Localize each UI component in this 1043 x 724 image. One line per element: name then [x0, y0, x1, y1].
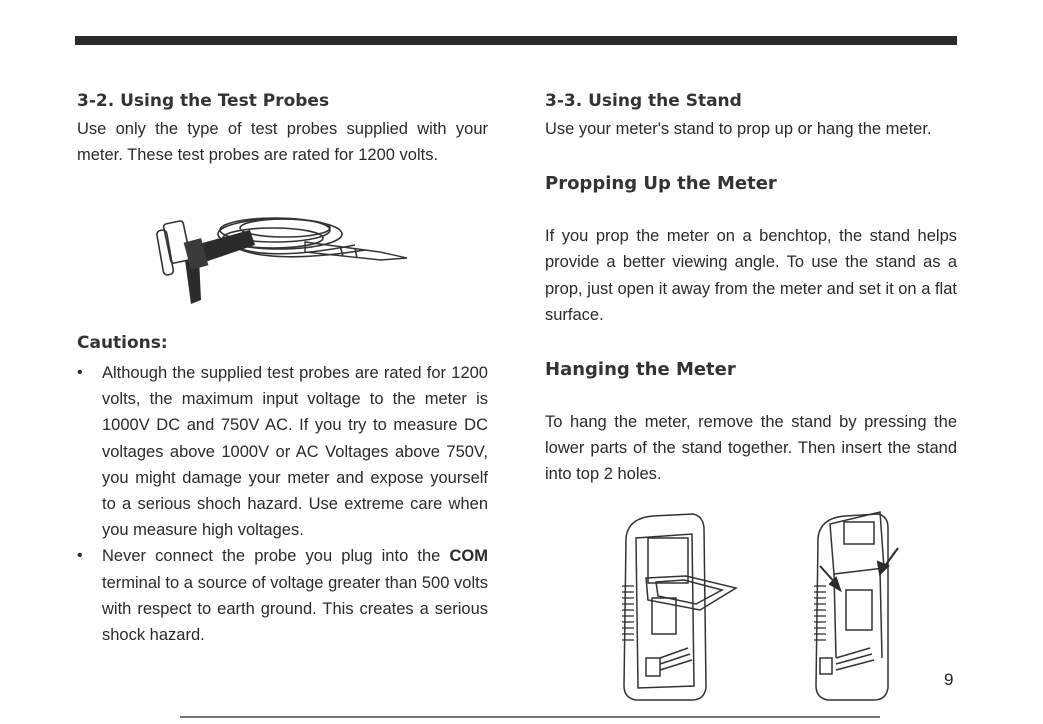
bottom-rule	[180, 716, 880, 718]
cautions-block	[77, 330, 488, 648]
probes-intro-text: Use only the type of test probes supplied with your meter. These test probes are rated for 1200 volts.	[77, 120, 488, 165]
hanging-text: To hang the meter, remove the stand by pressing the lower parts of the stand together. Then insert the stand into top 2 holes.	[545, 413, 957, 484]
propping-text: If you prop the meter on a benchtop, the stand helps provide a better viewing angle. To use the stand as a prop, just open it away from the meter and set it on a flat surface.	[545, 227, 957, 324]
caution-2-text-post: terminal to a source of voltage greater than 500 volts with respect to earth ground. This creates a serious shock hazard.	[102, 573, 488, 645]
meter-stand-prop-illustration	[608, 508, 743, 708]
caution-item-2	[77, 543, 488, 648]
caution-item-1: • Although the supplied test probes are rated for 1200 volts, the maximum input voltage to the meter is 1000V DC and 750V AC. If you try to measure DC voltages above 1000V or AC Voltages above 750V, you might damage your meter and expose yourself to a serious shoch hazard. Use extreme care when you measure high voltages.	[77, 360, 488, 543]
test-probes-illustration	[155, 200, 410, 312]
section-3-2-heading: 3-2. Using the Test Probes	[77, 91, 330, 111]
top-rule	[75, 36, 957, 45]
propping-heading: Propping Up the Meter	[545, 173, 777, 195]
caution-2-text-pre: Never connect the probe you plug into the	[102, 547, 450, 566]
section-3-3-heading: 3-3. Using the Stand	[545, 91, 742, 111]
meter-stand-hang-illustration	[800, 508, 910, 708]
com-terminal-label: COM	[449, 547, 488, 566]
cautions-list	[77, 360, 488, 648]
stand-intro-text: Use your meter's stand to prop up or hang the meter.	[545, 120, 932, 138]
page-number: 9	[944, 670, 954, 689]
right-column	[545, 88, 957, 488]
cautions-heading: Cautions:	[77, 333, 168, 353]
hanging-heading: Hanging the Meter	[545, 359, 736, 381]
left-column	[77, 88, 488, 168]
